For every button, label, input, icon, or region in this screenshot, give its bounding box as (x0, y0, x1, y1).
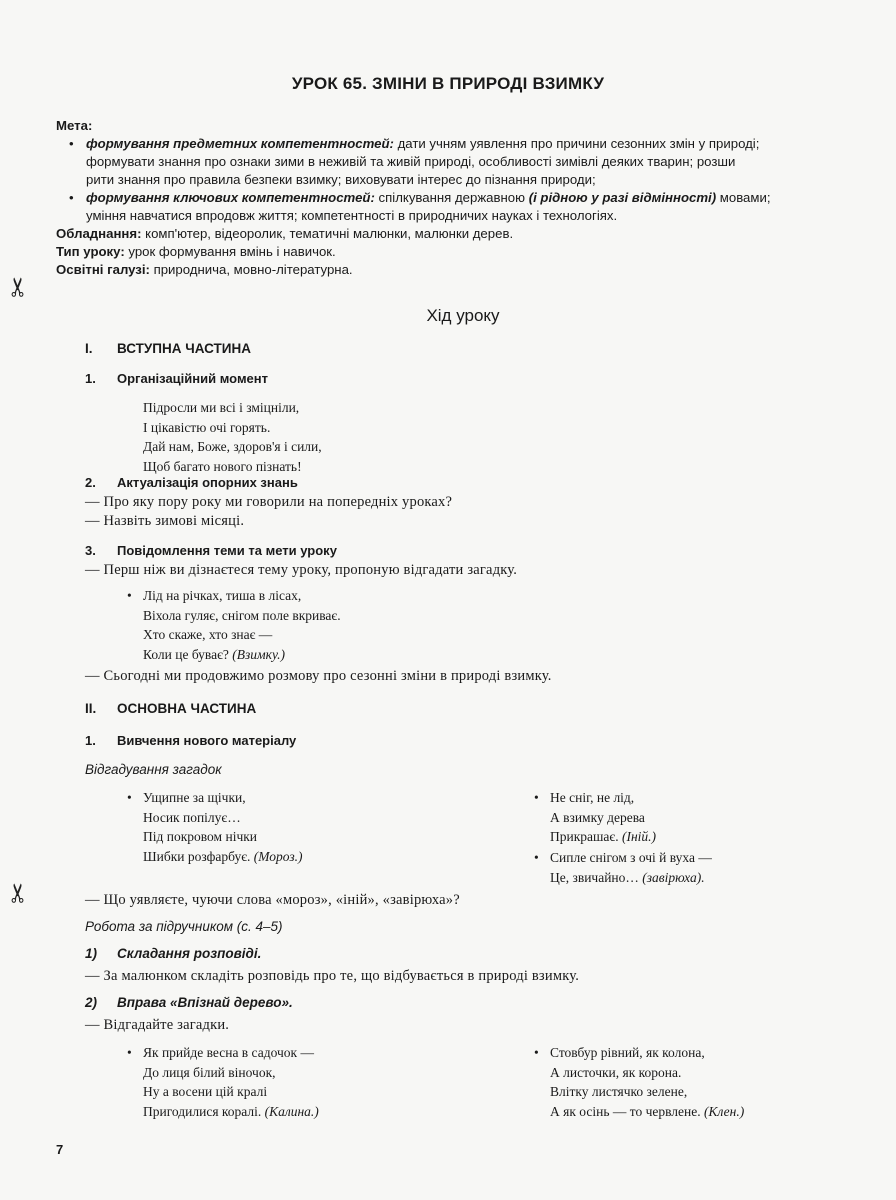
page-number: 7 (56, 1142, 64, 1157)
riddle: • Сипле снігом з очі й вуха — Це, звичайно… (завірюха). (534, 850, 712, 885)
lesson-goals (56, 117, 876, 279)
subsection-heading: 1. Вивчення нового матеріалу (85, 733, 297, 748)
riddle: • Не сніг, не лід, А взимку дерева Прикрашає. (Іній.) (534, 790, 657, 844)
riddle: • Стовбур рівний, як колона, А листочки, як корона. Влітку листячко зелене, А як осінь — то червлене. (Клен.) (534, 1045, 745, 1119)
textbook-heading: Робота за підручником (с. 4–5) (85, 919, 283, 934)
question-line: — Сьогодні ми продовжимо розмову про сезонні зміни в природі взимку. (85, 668, 552, 684)
question-line: — Назвіть зимові місяці. (85, 513, 245, 529)
subsection-heading: 2. Актуалізація опорних знань (85, 475, 298, 490)
goal-item: • формування предметних компетентностей: дати учням уявлення про причини сезонних змін у природі; формувати знання про ознаки зими в неживій та живій природі, особливості зимівлі деяких тварин; розши рити знання про правила безпеки взимку; виховувати інтерес до пізнання природи; (69, 136, 760, 187)
riddles-heading: Відгадування загадок (85, 762, 222, 777)
lesson-title: УРОК 65. ЗМІНИ В ПРИРОДІ ВЗИМКУ (291, 74, 605, 93)
scissors-icon: ✂ (3, 882, 34, 904)
question-line: — Відгадайте загадки. (85, 1017, 230, 1033)
lesson-type-line: Тип уроку: урок формування вмінь і навичок. (56, 244, 336, 259)
scissors-icon: ✂ (3, 276, 34, 298)
goal-label: Мета: (56, 118, 93, 133)
question-line: — Про яку пору року ми говорили на попередніх уроках? (85, 494, 453, 510)
goal-item: • формування ключових компетентностей: спілкування державною (і рідною у разі відмінності) мовами; уміння навчатися впродовж життя; компетентності в природничих науках і технологіях. (69, 190, 771, 223)
equipment-line: Обладнання: комп'ютер, відеоролик, тематичні малюнки, малюнки дерев. (56, 226, 514, 241)
poem: Підросли ми всі і зміцніли, І цікавістю очі горять. Дай нам, Боже, здоров'я і сили, Щоб багато нового пізнать! (143, 400, 322, 474)
task-heading: 2) Вправа «Впізнай дерево». (85, 995, 293, 1010)
subsection-heading: 1. Організаційний момент (85, 371, 269, 386)
section-heading: I. ВСТУПНА ЧАСТИНА (85, 341, 252, 356)
question-line: — Що уявляєте, чуючи слова «мороз», «іній», «завірюха»? (85, 892, 460, 908)
course-heading: Хід уроку (426, 306, 500, 325)
subsection-heading: 3. Повідомлення теми та мети уроку (85, 543, 337, 558)
question-line: — Перш ніж ви дізнаєтеся тему уроку, пропоную відгадати загадку. (85, 562, 518, 578)
riddle: • Як прийде весна в садочок — До лиця білий віночок, Ну а восени цій кралі Пригодилися коралі. (Калина.) (127, 1045, 319, 1119)
riddle: • Лід на річках, тиша в лісах, Віхола гуляє, снігом поле вкриває. Хто скаже, хто знає — Коли це буває? (Взимку.) (127, 588, 341, 662)
section-heading: II. ОСНОВНА ЧАСТИНА (85, 701, 257, 716)
riddle: • Ущипне за щічки, Носик попілує… Під покровом нічки Шибки розфарбує. (Мороз.) (127, 790, 303, 864)
fields-line: Освітні галузі: природнича, мовно-літературна. (56, 262, 353, 277)
question-line: — За малюнком складіть розповідь про те, що відбувається в природі взимку. (85, 968, 580, 984)
task-heading: 1) Складання розповіді. (85, 946, 262, 961)
